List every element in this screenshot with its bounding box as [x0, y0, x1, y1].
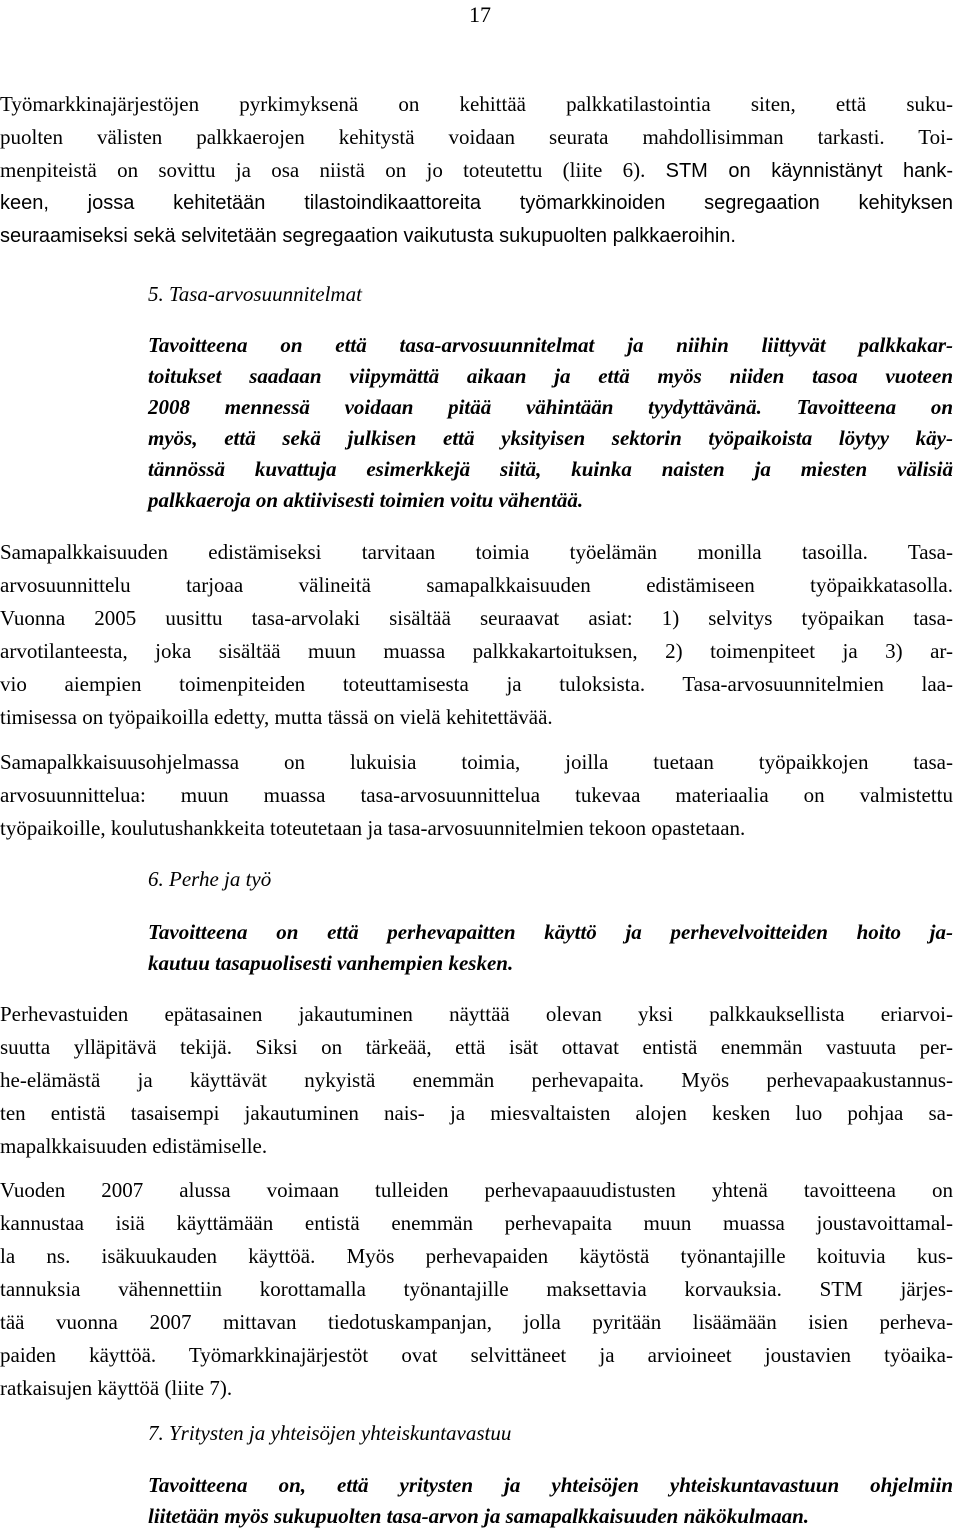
- section-heading-5: 5. Tasa-arvosuunnitelmat: [148, 282, 362, 306]
- text-line: tannuksia vähennettiin korottamalla työnantajille maksettavia korvauksia. STM järjes-: [0, 1277, 953, 1301]
- text-line: paiden käyttöä. Työmarkkinajärjestöt ovat selvittäneet ja arvioineet joustavien työaika-: [0, 1343, 953, 1367]
- text-line: työpaikoille, koulutushankkeita toteutetaan ja tasa-arvosuunnitelmien tekoon opastetaan.: [0, 816, 746, 840]
- text-line: keen, jossa kehitetään tilastoindikaattoreita työmarkkinoiden segregaation kehityksen: [0, 192, 953, 214]
- text-line: seuraamiseksi sekä selvitetään segregaation vaikutusta sukupuolten palkkaeroihin.: [0, 225, 736, 247]
- text-line: mapalkkaisuuden edistämiselle.: [0, 1134, 268, 1158]
- text-line: Samapalkkaisuuden edistämiseksi tarvitaan toimia työelämän monilla tasoilla. Tasa-: [0, 540, 953, 564]
- text-line: myös, että sekä julkisen että yksityisen sektorin työpaikoista löytyy käy-: [148, 426, 953, 450]
- intro-paragraph: [0, 88, 953, 253]
- section-heading-7: 7. Yritysten ja yhteisöjen yhteiskuntavastuu: [148, 1421, 512, 1445]
- section-heading-6: 6. Perhe ja työ: [148, 867, 272, 891]
- text-line: timisessa on työpaikoilla edetty, mutta tässä on vielä kehitettävää.: [0, 705, 553, 729]
- text-line: Tavoitteena on, että yritysten ja yhteisöjen yhteiskuntavastuun ohjelmiin: [148, 1473, 953, 1497]
- page-number: 17: [469, 2, 491, 27]
- text-line: arvotilanteesta, joka sisältää muun muassa palkkakartoituksen, 2) toimenpiteet ja 3) ar-: [0, 639, 953, 663]
- text-line: Tavoitteena on että perhevapaitten käyttö ja perhevelvoitteiden hoito ja-: [148, 920, 953, 944]
- text-line: Vuonna 2005 uusittu tasa-arvolaki sisältää seuraavat asiat: 1) selvitys työpaikan tasa-: [0, 606, 953, 630]
- text-line: ratkaisujen käyttöä (liite 7).: [0, 1376, 233, 1400]
- text-line: 2008 mennessä voidaan pitää vähintään tyydyttävänä. Tavoitteena on: [148, 395, 953, 419]
- section-5-paragraph-2: [0, 746, 953, 845]
- text-line: palkkaeroja on aktiivisesti toimien voitu vähentää.: [148, 488, 584, 512]
- text-line: vio aiempien toimenpiteiden toteuttamisesta ja tuloksista. Tasa-arvosuunnitelmien laa-: [0, 672, 953, 696]
- text-line: liitetään myös sukupuolten tasa-arvon ja samapalkkaisuuden näkökulmaan.: [148, 1504, 810, 1528]
- text-line: tää vuonna 2007 mittavan tiedotuskampanjan, jolla pyritään lisäämään isien perheva-: [0, 1310, 953, 1334]
- text-line: Tavoitteena on että tasa-arvosuunnitelmat ja niihin liittyvät palkkakar-: [148, 333, 953, 357]
- text-segment: menpiteistä on sovittu ja osa niistä on jo toteutettu (liite 6).: [0, 158, 646, 182]
- goal-statement-5: [148, 330, 953, 516]
- text-line: kautuu tasapuolisesti vanhempien kesken.: [148, 951, 514, 975]
- goal-statement-7: [148, 1470, 953, 1532]
- goal-statement-6: [148, 917, 953, 979]
- text-line: toitukset saadaan viipymättä aikaan ja että myös niiden tasoa vuoteen: [148, 364, 953, 388]
- section-5-paragraph-1: [0, 536, 953, 734]
- text-line: arvosuunnittelu tarjoaa välineitä samapalkkaisuuden edistämiseen työpaikkatasolla.: [0, 573, 953, 597]
- text-line: Perhevastuiden epätasainen jakautuminen näyttää olevan yksi palkkauksellista eriarvoi-: [0, 1002, 953, 1026]
- text-line: [0, 154, 953, 187]
- text-line: puolten välisten palkkaerojen kehitystä voidaan seurata mahdollisimman tarkasti. Toi-: [0, 125, 953, 149]
- text-segment: STM on käynnistänyt hank-: [665, 160, 954, 182]
- text-line: suutta ylläpitävä tekijä. Siksi on tärkeää, että isät ottavat entistä enemmän vastuuta per-: [0, 1035, 953, 1059]
- text-line: kannustaa isiä käyttämään entistä enemmän perhevapaita muun muassa joustavoittamal-: [0, 1211, 953, 1235]
- text-line: Työmarkkinajärjestöjen pyrkimyksenä on kehittää palkkatilastointia siten, että suku-: [0, 92, 953, 116]
- section-6-paragraph-2: [0, 1174, 953, 1405]
- section-6-paragraph-1: [0, 998, 953, 1163]
- text-line: ten entistä tasaisempi jakautuminen nais- ja miesvaltaisten alojen kesken luo pohjaa sa-: [0, 1101, 953, 1125]
- text-line: tännössä kuvattuja esimerkkejä siitä, kuinka naisten ja miesten välisiä: [148, 457, 953, 481]
- text-line: he-elämästä ja käyttävät nykyistä enemmän perhevapaita. Myös perhevapaakustannus-: [0, 1068, 953, 1092]
- text-line: Samapalkkaisuusohjelmassa on lukuisia toimia, joilla tuetaan työpaikkojen tasa-: [0, 750, 953, 774]
- text-line: arvosuunnittelua: muun muassa tasa-arvosuunnittelua tukevaa materiaalia on valmistettu: [0, 783, 953, 807]
- text-line: la ns. isäkuukauden käyttöä. Myös perhevapaiden käytöstä työnantajille koituvia kus-: [0, 1244, 953, 1268]
- text-line: Vuoden 2007 alussa voimaan tulleiden perhevapaauudistusten yhtenä tavoitteena on: [0, 1178, 953, 1202]
